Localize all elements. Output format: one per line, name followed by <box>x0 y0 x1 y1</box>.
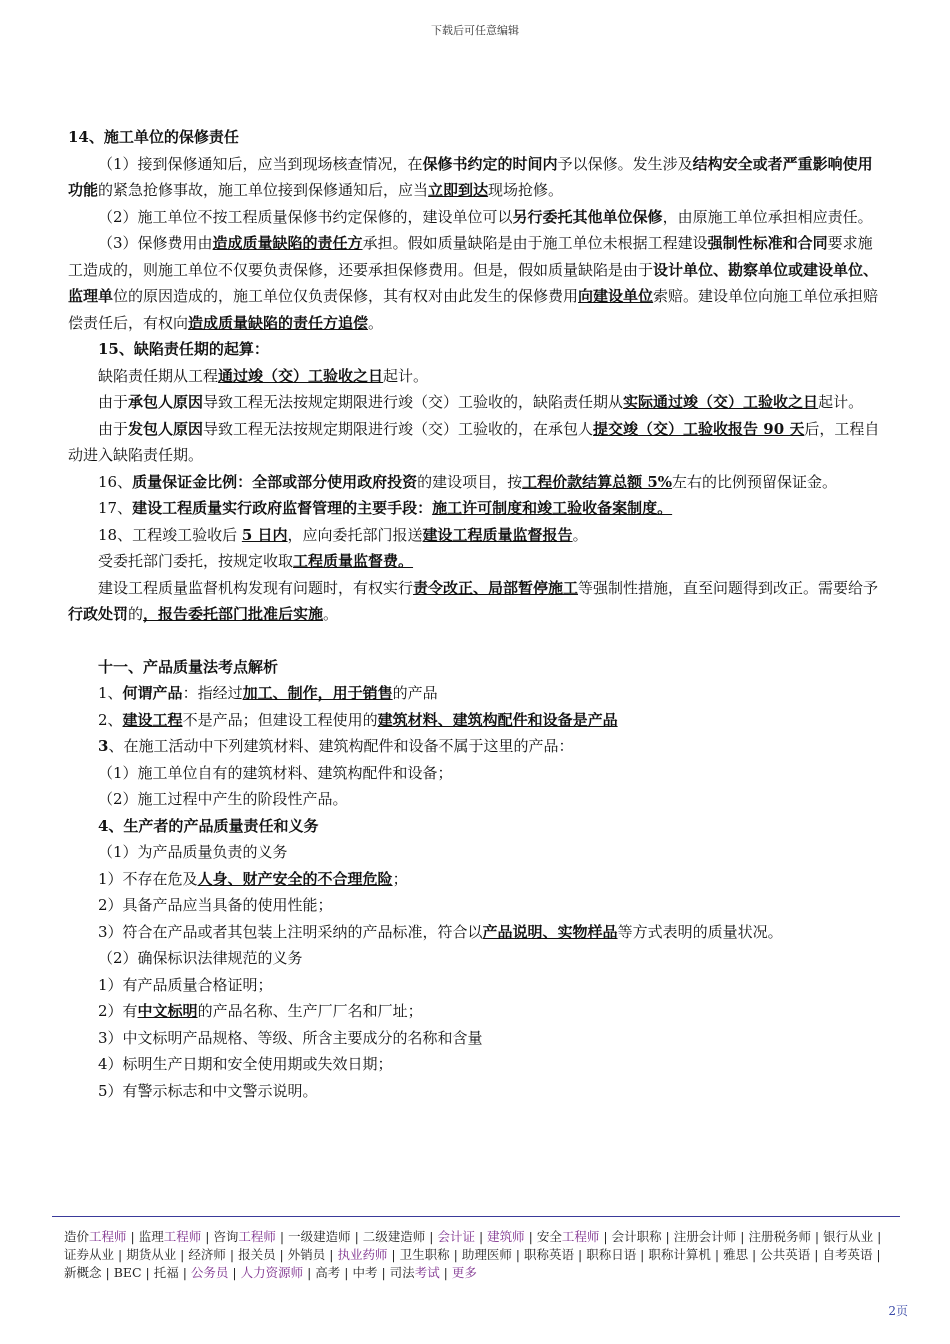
footer-link[interactable]: 雅思 <box>723 1247 749 1262</box>
footer-link[interactable]: 安全工程师 <box>536 1229 600 1244</box>
footer-link[interactable]: 人力资源师 <box>240 1265 304 1280</box>
paragraph: 2）有中文标明的产品名称、生产厂厂名和厂址； <box>98 1002 423 1020</box>
paragraph: 建设工程质量监督机构发现有问题时，有权实行责令改正、局部暂停施工等强制性措施，直至问题得到改正。需要给予行政处罚的，报告委托部门批准后实施。 <box>68 578 879 623</box>
footer-link[interactable]: 一级建造师 <box>288 1229 351 1244</box>
paragraph: 1）不存在危及人身、财产安全的不合理危险； <box>98 869 408 888</box>
footer-link[interactable]: 报关员 <box>238 1247 276 1262</box>
footer-link[interactable]: 银行从业 <box>823 1229 874 1244</box>
paragraph: 16、质量保证金比例：全部或部分使用政府投资的建设项目，按工程价款结算总额 5%左右的比例预留保证金。 <box>98 472 838 491</box>
paragraph: 1）有产品质量合格证明； <box>98 975 273 994</box>
footer-link[interactable]: 执业药师 <box>337 1247 388 1262</box>
footer-link[interactable]: 会计职称 <box>611 1229 662 1244</box>
footer-link[interactable]: 注册税务师 <box>748 1229 811 1244</box>
footer-link[interactable]: 职称英语 <box>524 1247 575 1262</box>
footer-link[interactable]: 外销员 <box>287 1247 326 1262</box>
footer-link[interactable]: 司法考试 <box>389 1265 440 1280</box>
footer-link[interactable]: 更多 <box>451 1265 477 1280</box>
footer-link[interactable]: 新概念 <box>64 1265 102 1280</box>
footer-link[interactable]: 助理医师 <box>461 1247 512 1262</box>
footer-links: 造价工程师 | 监理工程师 | 咨询工程师 | 一级建造师 | 二级建造师 | 会计证 | 建筑师 | 安全工程师 | 会计职称 | 注册会计师 | 注册税务师 | 银行从业 | 证券从业 | 期货从业 | 经济师 | 报关员 | 外销员 | 执业药师 | 卫生职称 | 助理医师 | 职称英语 | 职称日语 | 职称计算机 | 雅思 | 公共英语 | 自考英语 | 新概念 | BEC | 托福 | 公务员 | 人力资源师 | 高考 | 中考 | 司法考试 | 更多 <box>64 1229 882 1280</box>
footer-link[interactable]: 造价工程师 <box>64 1229 127 1244</box>
footer-link[interactable]: 职称日语 <box>586 1247 637 1262</box>
paragraph: 18、工程竣工验收后 5 日内，应向委托部门报送建设工程质量监督报告。 <box>98 525 588 544</box>
paragraph: 2、建设工程不是产品；但建设工程使用的建筑材料、建筑构配件和设备是产品 <box>98 710 618 729</box>
section-14-title: 14、施工单位的保修责任 <box>68 128 239 146</box>
paragraph: 4）标明生产日期和安全使用期或失效日期； <box>98 1055 393 1073</box>
paragraph: 4、生产者的产品质量责任和义务 <box>98 816 319 835</box>
document-body <box>68 124 884 1104</box>
section-15-title: 15、缺陷责任期的起算： <box>98 340 269 358</box>
page-number: 2页 <box>888 1304 908 1318</box>
paragraph: 17、建设工程质量实行政府监督管理的主要手段：施工许可制度和竣工验收备案制度。 <box>98 499 673 517</box>
footer-link[interactable]: 会计证 <box>437 1229 475 1244</box>
footer-link[interactable]: 二级建造师 <box>362 1229 426 1244</box>
paragraph: （3）保修费用由造成质量缺陷的责任方承担。假如质量缺陷是由于施工单位未根据工程建设强制性标准和合同要求施工造成的，则施工单位不仅要负责保修，还要承担保修费用。但是，假如质量缺陷是由于设计单位、勘察单位或建设单位、监理单位的原因造成的，施工单位仅负责保修，其有权对由此发生的保修费用向建设单位索赔。建设单位向施工单位承担赔偿责任后，有权向造成质量缺陷的责任方追偿。 <box>68 234 879 332</box>
paragraph: 由于承包人原因导致工程无法按规定期限进行竣（交）工验收的，缺陷责任期从实际通过竣（交）工验收之日起计。 <box>98 393 864 411</box>
footer-link[interactable]: 监理工程师 <box>138 1229 202 1244</box>
footer-link[interactable]: BEC <box>113 1265 142 1280</box>
paragraph: （2）确保标识法律规范的义务 <box>98 949 303 967</box>
paragraph: 2）具备产品应当具备的使用性能； <box>98 896 333 914</box>
footer-link[interactable]: 注册会计师 <box>673 1229 737 1244</box>
paragraph: 缺陷责任期从工程通过竣（交）工验收之日起计。 <box>98 366 429 385</box>
footer-divider <box>52 1216 900 1217</box>
paragraph: 3）符合在产品或者其包装上注明采纳的产品标准，符合以产品说明、实物样品等方式表明的质量状况。 <box>98 922 783 941</box>
paragraph: 3、在施工活动中下列建筑材料、建筑构配件和设备不属于这里的产品： <box>98 737 574 755</box>
paragraph: 3）中文标明产品规格、等级、所含主要成分的名称和含量 <box>98 1028 483 1047</box>
footer-link[interactable]: 托福 <box>153 1265 179 1280</box>
footer-link[interactable]: 咨询工程师 <box>213 1229 276 1244</box>
page-header: 下载后可任意编辑 <box>431 24 519 37</box>
footer-link[interactable]: 职称计算机 <box>648 1247 711 1262</box>
section-11-title: 十一、产品质量法考点解析 <box>98 657 279 676</box>
footer-link[interactable]: 证券从业 <box>64 1247 115 1262</box>
paragraph: （1）为产品质量负责的义务 <box>98 843 288 861</box>
footer-link[interactable]: 高考 <box>315 1265 341 1280</box>
footer-link[interactable]: 公共英语 <box>760 1247 811 1262</box>
footer-link[interactable]: 自考英语 <box>822 1247 873 1262</box>
paragraph: （1）接到保修通知后，应当到现场核查情况，在保修书约定的时间内予以保修。发生涉及结构安全或者严重影响使用功能的紧急抢修事故，施工单位接到保修通知后，应当立即到达现场抢修。 <box>68 154 873 199</box>
paragraph: 5）有警示标志和中文警示说明。 <box>98 1081 318 1100</box>
paragraph: （1）施工单位自有的建筑材料、建筑构配件和设备； <box>98 763 453 782</box>
footer-link[interactable]: 公务员 <box>190 1265 229 1280</box>
footer-link[interactable]: 期货从业 <box>126 1247 177 1262</box>
paragraph: 由于发包人原因导致工程无法按规定期限进行竣（交）工验收的，在承包人提交竣（交）工验收报告 90 天后，工程自动进入缺陷责任期。 <box>68 419 880 464</box>
footer-link[interactable]: 中考 <box>352 1265 378 1280</box>
paragraph: 1、何谓产品：指经过加工、制作，用于销售的产品 <box>98 684 438 702</box>
paragraph: （2）施工单位不按工程质量保修书约定保修的，建设单位可以另行委托其他单位保修，由原施工单位承担相应责任。 <box>98 207 873 226</box>
footer-link[interactable]: 经济师 <box>188 1247 226 1262</box>
footer-link[interactable]: 卫生职称 <box>399 1247 450 1262</box>
paragraph: （2）施工过程中产生的阶段性产品。 <box>98 790 348 808</box>
footer-link[interactable]: 建筑师 <box>487 1229 525 1244</box>
paragraph: 受委托部门委托，按规定收取工程质量监督费。 <box>98 552 414 570</box>
